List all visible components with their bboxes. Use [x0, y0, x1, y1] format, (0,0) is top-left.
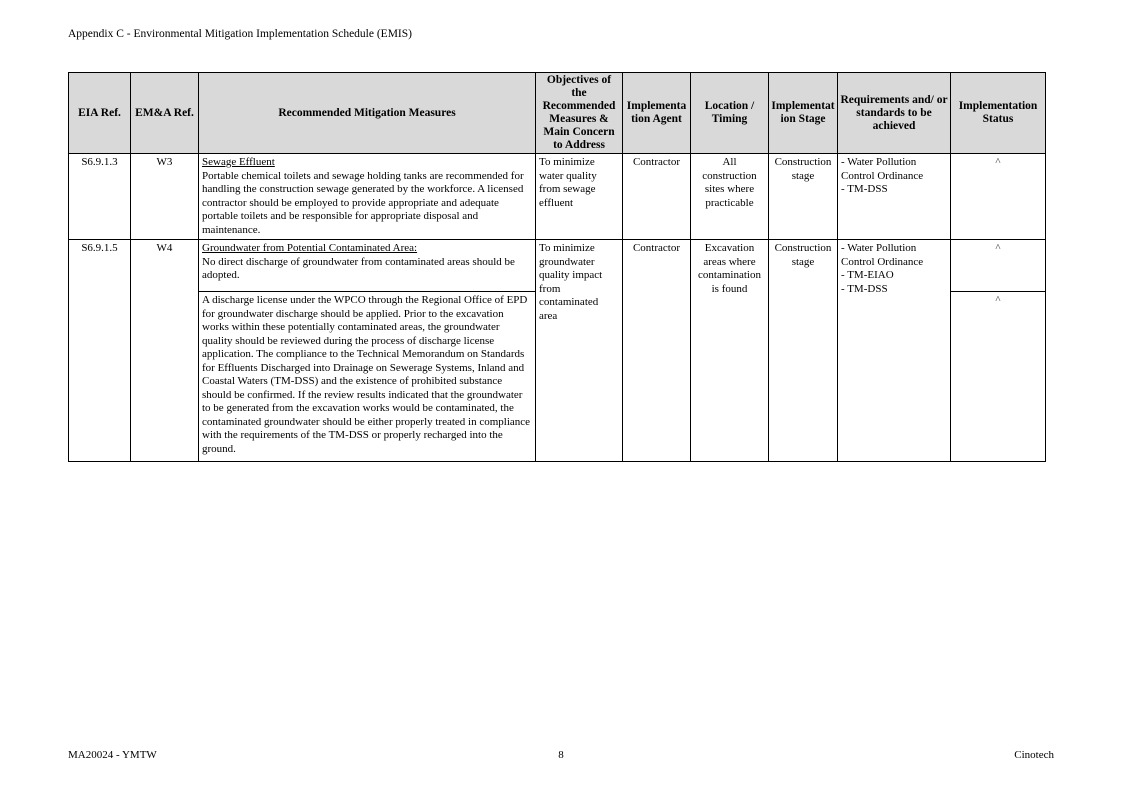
measure-heading: Sewage Effluent	[202, 156, 275, 168]
requirement-item: - TM-EIAO	[841, 269, 894, 281]
cell-ema-ref: W4	[131, 240, 199, 462]
table-header-row	[69, 73, 1046, 154]
cell-implementation-agent: Contractor	[623, 240, 691, 462]
cell-implementation-stage: Construction stage	[769, 154, 838, 240]
cell-eia-ref: S6.9.1.5	[69, 240, 131, 462]
cell-eia-ref: S6.9.1.3	[69, 154, 131, 240]
cell-mitigation-measures	[199, 154, 536, 240]
cell-implementation-stage: Construction stage	[769, 240, 838, 462]
cell-mitigation-measures	[199, 240, 536, 292]
col-header-objectives: Objectives of the Recommended Measures & Main Concern to Address	[536, 73, 623, 154]
footer-company-name: Cinotech	[1014, 749, 1054, 761]
cell-objectives: To minimize groundwater quality impact from contaminated area	[536, 240, 623, 462]
footer-page-number: 8	[558, 749, 564, 761]
cell-implementation-status: ^	[951, 240, 1046, 292]
requirement-item: - TM-DSS	[841, 183, 888, 195]
col-header-mitigation-measures: Recommended Mitigation Measures	[199, 73, 536, 154]
cell-location-timing: Excavation areas where contamination is found	[691, 240, 769, 462]
table-row	[69, 154, 1046, 240]
measure-heading: Groundwater from Potential Contaminated Area:	[202, 242, 418, 254]
col-header-requirements: Requirements and/ or standards to be achieved	[838, 73, 951, 154]
cell-location-timing: All construction sites where practicable	[691, 154, 769, 240]
table-row	[69, 240, 1046, 292]
cell-requirements	[838, 154, 951, 240]
col-header-location-timing: Location / Timing	[691, 73, 769, 154]
requirement-item: - Water Pollution Control Ordinance	[841, 156, 924, 182]
measure-body: No direct discharge of groundwater from contaminated areas should be adopted.	[202, 255, 515, 281]
col-header-implementation-stage: Implementation Stage	[769, 73, 838, 154]
cell-ema-ref: W3	[131, 154, 199, 240]
measure-body: A discharge license under the WPCO through the Regional Office of EPD for groundwater discharge should be applied. Prior to the excavation works within these potentially contaminated areas, the groundwater quality should be reviewed during the process of discharge license application. The compliance to the Technical Memorandum on Standards for Effluents Discharged into Drainage on Sewerage Systems, Inland and Coastal Waters (TM-DSS) and the existence of prohibited substance should be confirmed. If the review results indicated that the groundwater to be generated from the excavation works would be contaminated, the contaminated groundwater should be either properly treated in compliance with the requirements of the TM-DSS or properly recharged into the ground.	[202, 294, 531, 455]
footer-project-ref: MA20024 - YMTW	[68, 749, 157, 761]
cell-requirements	[838, 240, 951, 462]
emis-table	[68, 72, 1046, 462]
requirement-item: - Water Pollution Control Ordinance	[841, 242, 924, 268]
measure-body: Portable chemical toilets and sewage holding tanks are recommended for handling the construction sewage generated by the workforce. A licensed contractor should be employed to provide appropriate and adequate portable toilets and be responsible for appropriate disposal and maintenance.	[202, 169, 524, 236]
cell-implementation-agent: Contractor	[623, 154, 691, 240]
cell-objectives: To minimize water quality from sewage effluent	[536, 154, 623, 240]
appendix-title: Appendix C - Environmental Mitigation Implementation Schedule (EMIS)	[68, 28, 412, 40]
col-header-implementation-status: Implementation Status	[951, 73, 1046, 154]
col-header-eia-ref: EIA Ref.	[69, 73, 131, 154]
col-header-implementation-agent: Implementation Agent	[623, 73, 691, 154]
col-header-ema-ref: EM&A Ref.	[131, 73, 199, 154]
cell-implementation-status: ^	[951, 154, 1046, 240]
cell-mitigation-measures	[199, 292, 536, 462]
cell-implementation-status: ^	[951, 292, 1046, 462]
requirement-item: - TM-DSS	[841, 282, 888, 295]
